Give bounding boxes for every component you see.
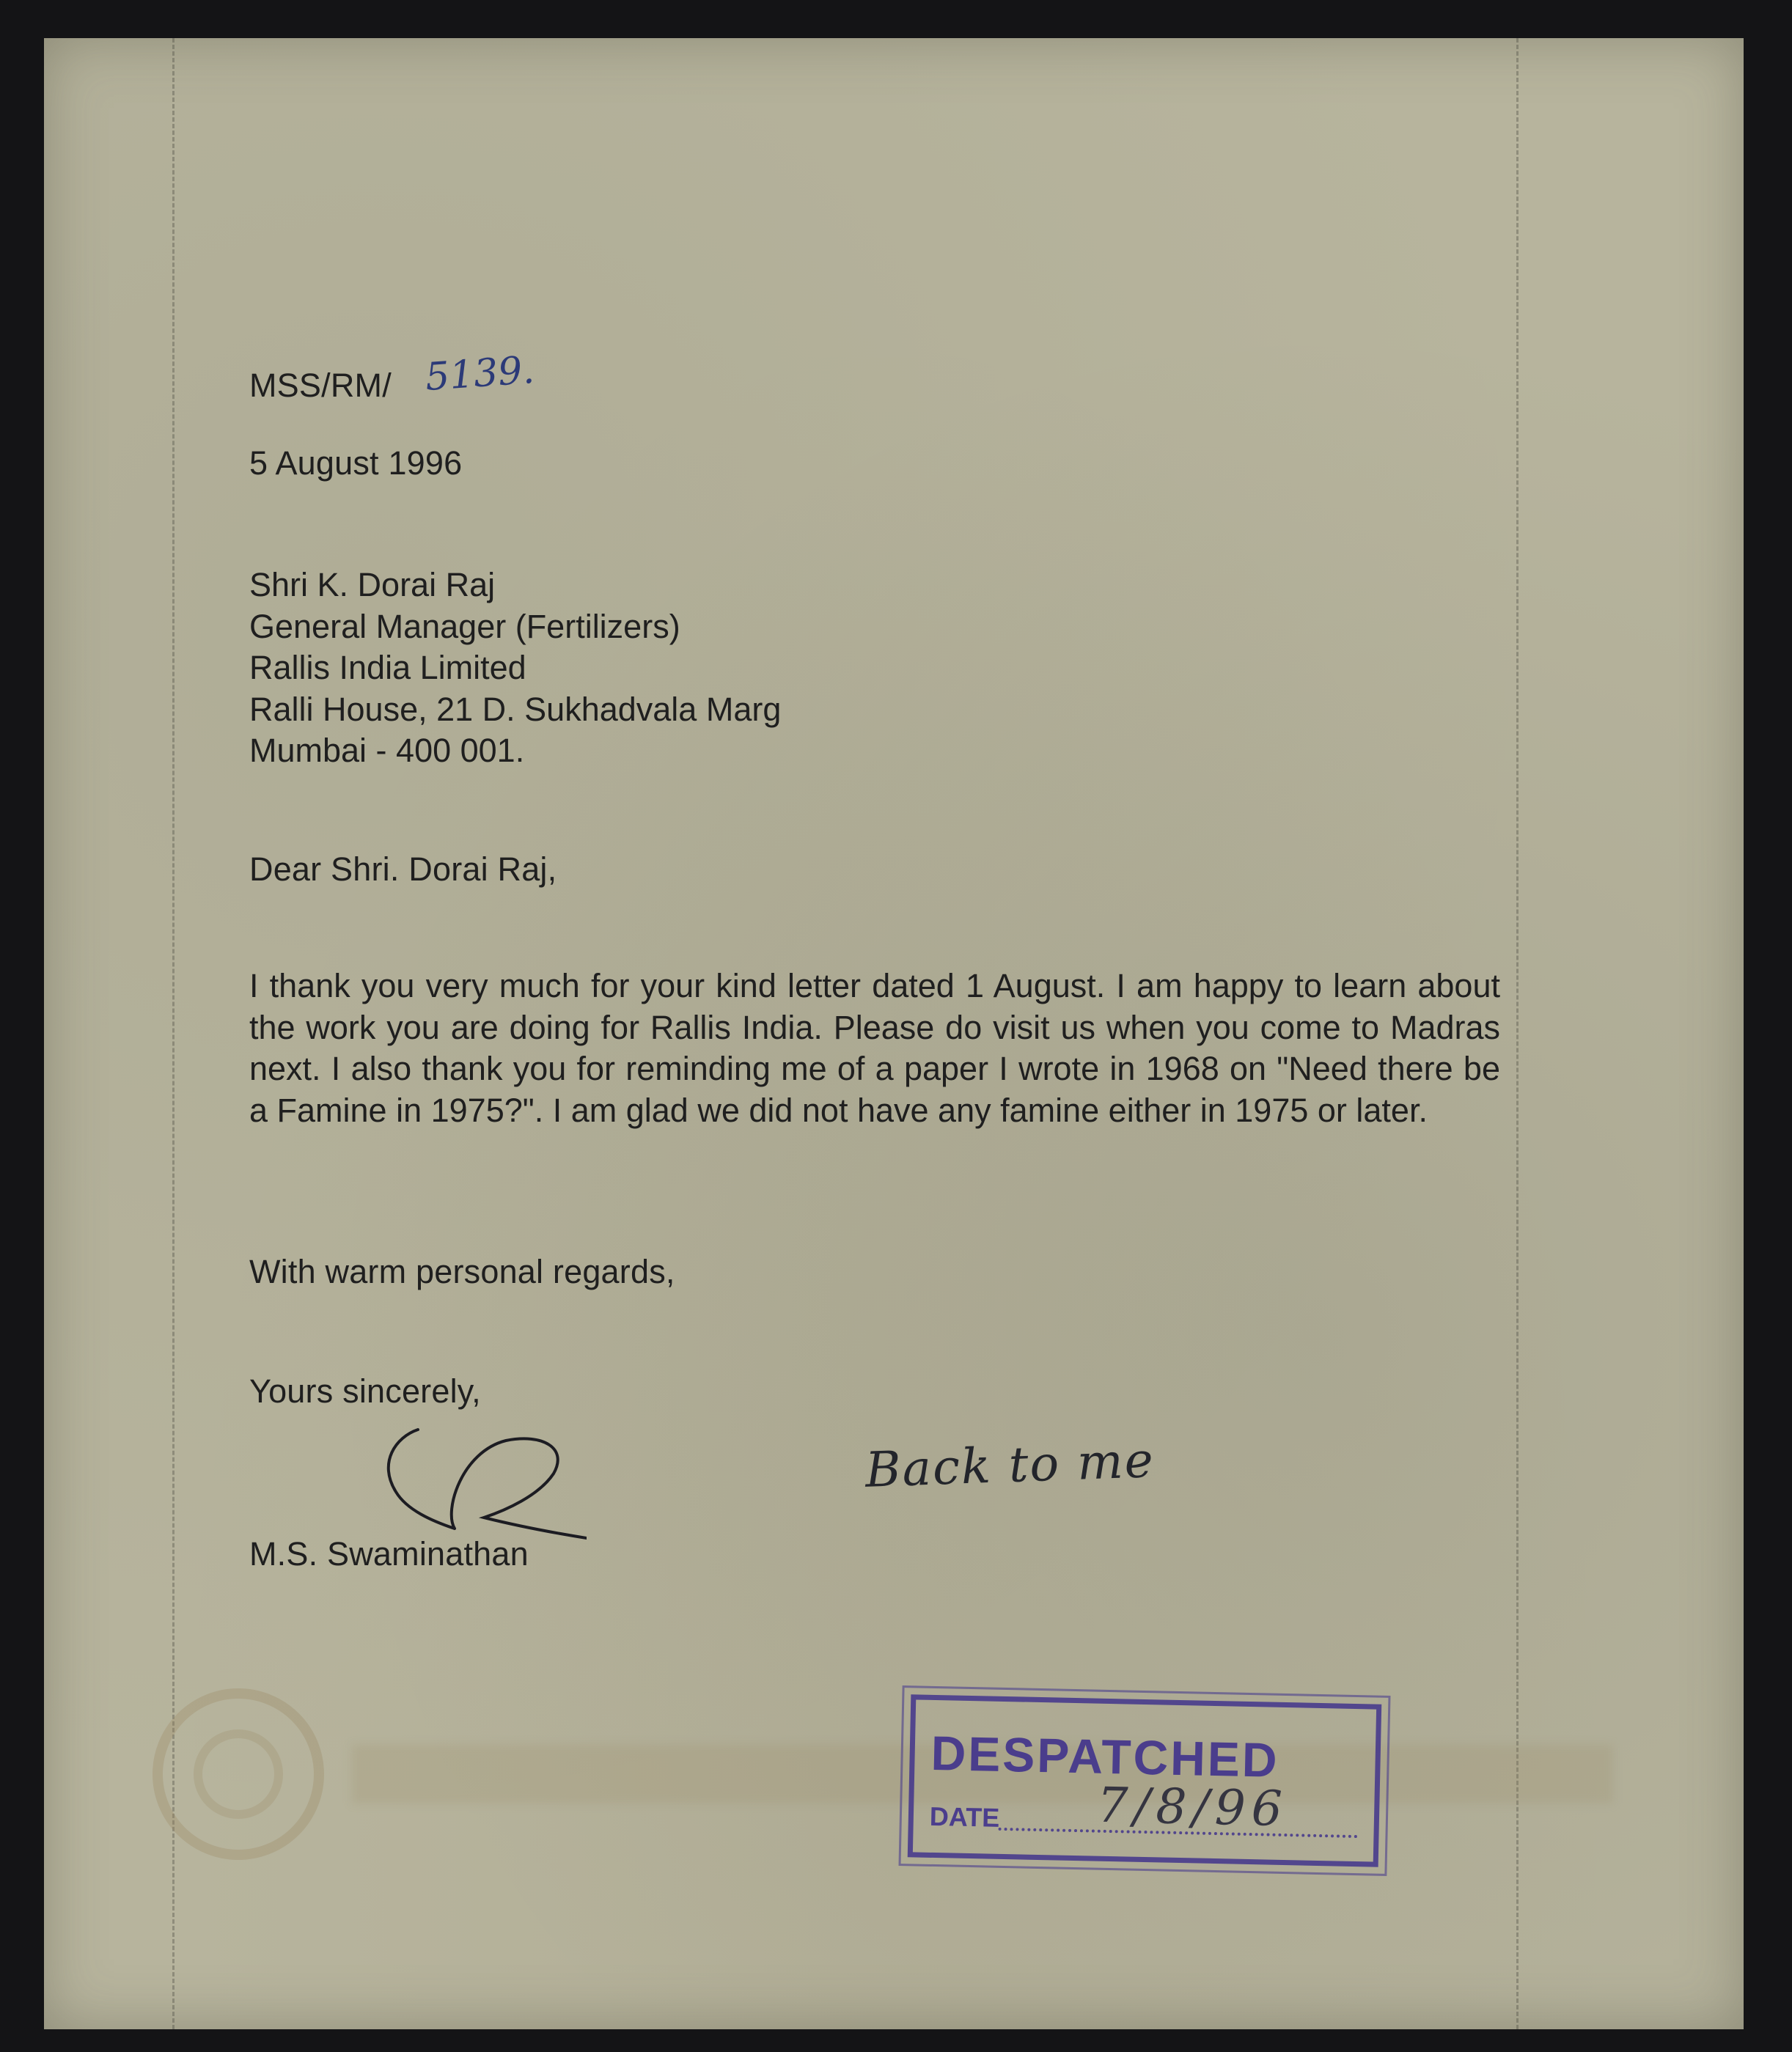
reference-number-handwritten: 5139. bbox=[424, 347, 536, 400]
regards-line: With warm personal regards, bbox=[249, 1253, 675, 1290]
fold-line-right bbox=[1516, 38, 1519, 2029]
signatory-name: M.S. Swaminathan bbox=[249, 1535, 529, 1573]
letter-date: 5 August 1996 bbox=[249, 444, 463, 482]
stamp-date-label: DATE bbox=[929, 1801, 1000, 1833]
recipient-address bbox=[249, 565, 781, 772]
margin-note-handwritten: Back to me bbox=[864, 1432, 1156, 1498]
recipient-title: General Manager (Fertilizers) bbox=[249, 607, 680, 645]
faded-letterhead-logo bbox=[143, 1679, 334, 1869]
stamp-date-value: 7/8/96 bbox=[1096, 1776, 1289, 1838]
reference-prefix: MSS/RM/ bbox=[249, 367, 392, 404]
letter-body: I thank you very much for your kind letter dated 1 August. I am happy to learn about the work you are doing for Rallis India. Please do visit us when you come to Madras next. I also thank you for reminding me of a paper I wrote in 1968 on "Need there be a Famine in 1975?". I am glad we did not have any famine either in 1975 or later. bbox=[249, 967, 1500, 1129]
recipient-street: Ralli House, 21 D. Sukhadvala Marg bbox=[249, 690, 782, 728]
signature-mark bbox=[367, 1422, 587, 1540]
recipient-name: Shri K. Dorai Raj bbox=[249, 566, 496, 603]
stamp-title: DESPATCHED bbox=[930, 1725, 1280, 1787]
closing-line: Yours sincerely, bbox=[249, 1372, 481, 1410]
salutation: Dear Shri. Dorai Raj, bbox=[249, 850, 557, 888]
despatched-stamp bbox=[908, 1694, 1382, 1867]
recipient-city: Mumbai - 400 001. bbox=[249, 732, 525, 769]
recipient-company: Rallis India Limited bbox=[249, 649, 526, 686]
